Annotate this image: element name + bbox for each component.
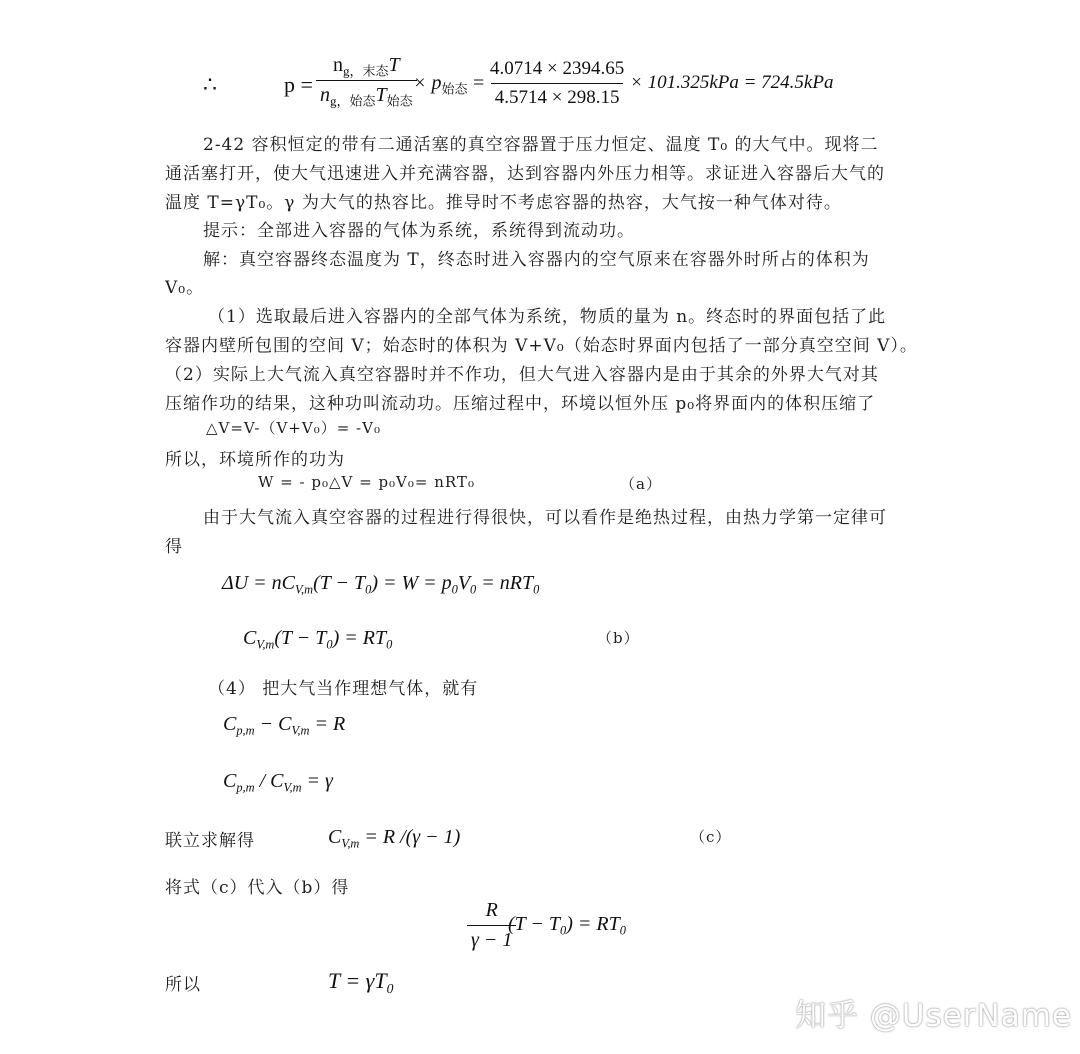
solution-line-2: V₀。 (165, 278, 205, 298)
c-sub: V,m (341, 836, 360, 851)
r1-mid: − C (254, 713, 292, 735)
b-part2: ) = RT (332, 627, 387, 649)
watermark: 知乎 @UserName (795, 998, 1072, 1034)
du-lhs: ΔU = nC (222, 572, 296, 594)
adiabatic-line-2: 得 (165, 537, 183, 557)
f-rest2: ) = RT (566, 913, 620, 935)
volume-change: △V=V-（V+V₀）= -V₀ (206, 419, 381, 437)
du-part4: = nRT (476, 572, 534, 594)
equals-sign: = (473, 72, 485, 94)
r2-end: = γ (301, 770, 333, 792)
final-text: T = γT (328, 968, 387, 993)
numeric-numerator: 4.0714 × 2394.65 (490, 58, 625, 79)
times-p (413, 72, 468, 95)
so-label: 所以 (165, 975, 201, 995)
r1-end: = R (309, 713, 346, 735)
r2-mid: / C (254, 770, 284, 792)
den-n-sub: g，始态 (330, 93, 376, 109)
so-work-label: 所以，环境所作的功为 (165, 450, 345, 470)
work-equation: W = - p₀△V = p₀V₀= nRT₀ (258, 473, 475, 491)
r2-sub1: p,m (236, 780, 255, 795)
fraction-moles-temperature (316, 54, 417, 107)
adiabatic-line-1: 由于大气流入真空容器的过程进行得很快，可以看作是绝热过程，由热力学第一定律可 (203, 508, 887, 528)
b-part: (T − T (274, 627, 327, 649)
num-T: T (388, 54, 400, 76)
mayer-relation (223, 713, 345, 736)
den-n: n (320, 84, 330, 106)
den-T: T (375, 84, 387, 106)
part2-line-2: 压缩作功的结果，这种功叫流动功。压缩过程中，环境以恒外压 p₀将界面内的体积压缩了 (165, 394, 876, 414)
du-part3: V (457, 572, 471, 594)
times-p-text: × p (413, 72, 442, 94)
heat-capacity-ratio (223, 770, 333, 793)
cv-result-equation (328, 826, 460, 849)
numeric-denominator: 4.5714 × 298.15 (491, 83, 624, 109)
c-end: = R /(γ − 1) (359, 826, 461, 848)
heat-capacity-equation-b: $C_{V,m}(T - T_0) = RT_0$ (243, 627, 393, 652)
substitute-label: 将式（c）代入（b）得 (165, 878, 350, 898)
ideal-gas-line: （4） 把大气当作理想气体，就有 (208, 679, 479, 699)
frac-numerator: R (485, 899, 498, 921)
r1-sub2: V,m (291, 723, 310, 738)
substituted-equation-rest: $(T - T_0) = RT_0$ (508, 913, 626, 938)
internal-energy-equation: $\Delta U = nC_{V,m}(T - T_0) = W = p_0V_0 = nRT_0$ (222, 572, 540, 597)
p-initial-sub: 始态 (441, 81, 468, 97)
f-rest: (T − T (508, 913, 561, 935)
r1-C: C (223, 713, 237, 735)
r1-sub1: p,m (236, 723, 255, 738)
solution-line-1: 解：真空容器终态温度为 T，终态时进入容器内的空气原来在容器外时所占的体积为 (203, 250, 870, 270)
du-sub: V,m (295, 582, 314, 597)
b-sub: V,m (256, 637, 275, 652)
final-result: $T = \gamma T_0$ (328, 968, 394, 996)
p-label: p = (284, 72, 313, 97)
du-part2: ) = W = p (371, 572, 452, 594)
therefore-symbol: ∴ (203, 72, 217, 97)
problem-line-2: 通活塞打开，使大气迅速进入并充满容器，达到容器内外压力相等。求证进入容器后大气的 (165, 164, 885, 184)
den-T-sub: 始态 (386, 93, 413, 109)
b-C: C (243, 627, 257, 649)
eq-tag-b: （b） (597, 629, 640, 647)
du-part: (T − T (313, 572, 366, 594)
num-n: n (333, 54, 343, 76)
problem-line-3: 温度 T=γT₀。γ 为大气的热容比。推导时不考虑容器的热容，大气按一种气体对待。 (165, 193, 842, 213)
solve-label: 联立求解得 (165, 831, 255, 851)
pressure-result: × 101.325kPa = 724.5kPa (630, 72, 834, 93)
r2-C: C (223, 770, 237, 792)
frac-denominator: γ − 1 (467, 925, 516, 952)
num-n-sub: g，末态 (343, 63, 389, 79)
fraction-numeric (486, 58, 628, 109)
hint-line: 提示：全部进入容器的气体为系统，系统得到流动功。 (203, 221, 635, 241)
part1-line-1: （1）选取最后进入容器内的全部气体为系统，物质的量为 n。终态时的界面包括了此 (208, 307, 887, 327)
eq-tag-c: （c） (690, 828, 732, 846)
problem-line-1: 2-42 容积恒定的带有二通活塞的真空容器置于压力恒定、温度 T₀ 的大气中。现将二 (203, 135, 879, 155)
c-C: C (328, 826, 342, 848)
part1-line-2: 容器内壁所包围的空间 V；始态时的体积为 V+V₀（始态时界面内包括了一部分真空空间 V）。 (165, 336, 918, 356)
eq-tag-a: （a） (620, 475, 662, 493)
r2-sub2: V,m (283, 780, 302, 795)
part2-line-1: （2）实际上大气流入真空容器时并不作功，但大气进入容器内是由于其余的外界大气对其 (165, 365, 879, 385)
